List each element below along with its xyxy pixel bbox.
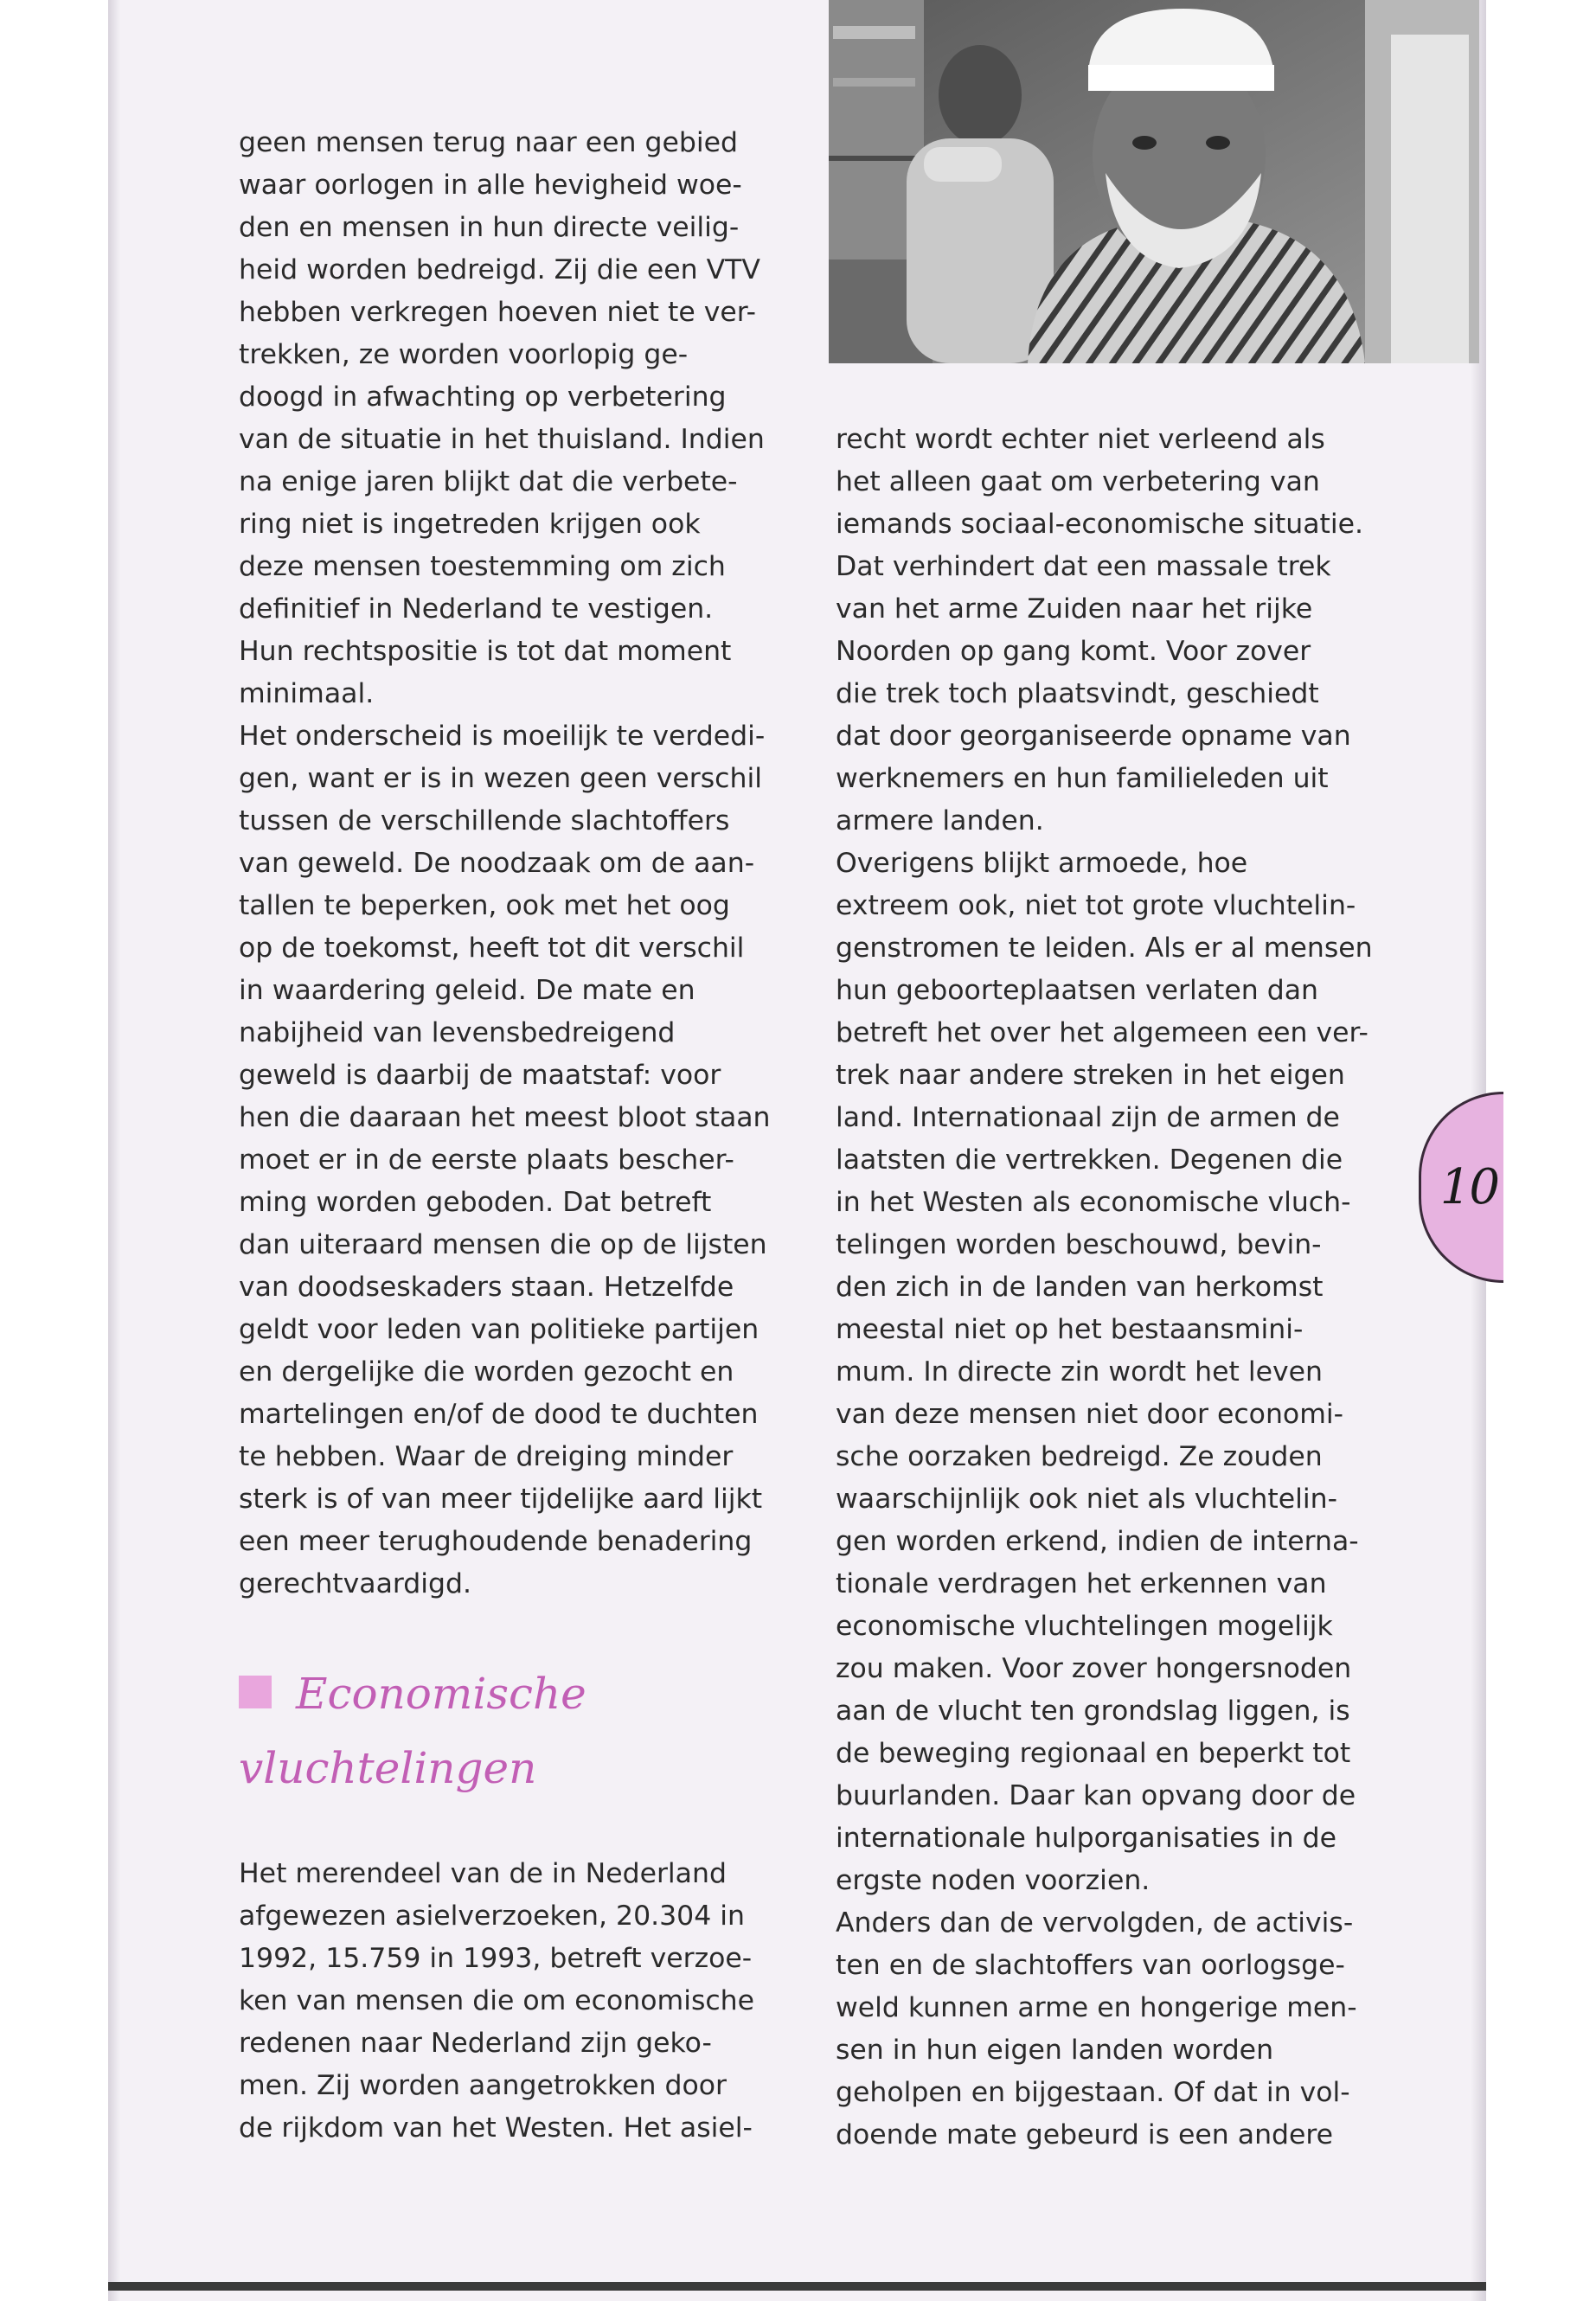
text-line: gen, want er is in wezen geen verschil xyxy=(239,763,762,794)
text-line: betreft het over het algemeen een ver- xyxy=(836,1017,1368,1048)
text-line: recht wordt echter niet verleend als xyxy=(836,424,1325,455)
text-line: Noorden op gang komt. Voor zover xyxy=(836,636,1311,667)
text-line: economische vluchtelingen mogelijk xyxy=(836,1611,1333,1642)
text-line: van geweld. De noodzaak om de aan- xyxy=(239,848,755,879)
heading-line-1: Economische xyxy=(296,1669,586,1719)
text-line: den zich in de landen van herkomst xyxy=(836,1272,1324,1303)
text-line: mum. In directe zin wordt het leven xyxy=(836,1356,1323,1388)
left-column-paragraph-3 xyxy=(239,1853,792,2150)
text-line: te hebben. Waar de dreiging minder xyxy=(239,1441,734,1472)
text-line: telingen worden beschouwd, bevin- xyxy=(836,1229,1322,1260)
text-line: geen mensen terug naar een gebied xyxy=(239,127,738,158)
text-line: afgewezen asielverzoeken, 20.304 in xyxy=(239,1900,745,1932)
text-line: weld kunnen arme en hongerige men- xyxy=(836,1992,1357,2023)
text-line: hen die daaraan het meest bloot staan xyxy=(239,1102,771,1133)
text-line: van doodseskaders staan. Hetzelfde xyxy=(239,1272,734,1303)
text-line: het alleen gaat om verbetering van xyxy=(836,466,1320,497)
text-line: en dergelijke die worden gezocht en xyxy=(239,1356,734,1388)
text-line: definitief in Nederland te vestigen. xyxy=(239,593,714,625)
text-line: land. Internationaal zijn de armen de xyxy=(836,1102,1340,1133)
text-line: meestal niet op het bestaansmini- xyxy=(836,1314,1304,1345)
text-line: tussen de verschillende slachtoffers xyxy=(239,805,730,836)
text-line: Anders dan de vervolgden, de activis- xyxy=(836,1907,1354,1939)
text-line: deze mensen toestemming om zich xyxy=(239,551,726,582)
text-line: tionale verdragen het erkennen van xyxy=(836,1568,1327,1599)
text-line: internationale hulporganisaties in de xyxy=(836,1823,1336,1854)
text-line: Dat verhindert dat een massale trek xyxy=(836,551,1331,582)
text-line: sterk is of van meer tijdelijke aard lijkt xyxy=(239,1484,763,1515)
text-line: ming worden geboden. Dat betreft xyxy=(239,1187,712,1218)
text-line: Het onderscheid is moeilijk te verdedi- xyxy=(239,721,766,752)
text-line: gen worden erkend, indien de interna- xyxy=(836,1526,1359,1557)
right-column-text xyxy=(836,419,1389,2157)
text-line: de beweging regionaal en beperkt tot xyxy=(836,1738,1351,1769)
scan-edge-left xyxy=(108,0,120,2301)
text-line: een meer terughoudende benadering xyxy=(239,1526,753,1557)
text-line: trek naar andere streken in het eigen xyxy=(836,1060,1345,1091)
text-line: op de toekomst, heeft tot dit verschil xyxy=(239,933,745,964)
text-line: 1992, 15.759 in 1993, betreft verzoe- xyxy=(239,1943,753,1974)
text-line: nabijheid van levensbedreigend xyxy=(239,1017,676,1048)
text-line: trekken, ze worden voorlopig ge- xyxy=(239,339,689,370)
text-line: aan de vlucht ten grondslag liggen, is xyxy=(836,1695,1350,1727)
section-heading-economische-vluchtelingen xyxy=(239,1657,792,1805)
text-line: na enige jaren blijkt dat die verbete- xyxy=(239,466,738,497)
text-line: hun geboorteplaatsen verlaten dan xyxy=(836,975,1318,1006)
text-line: sen in hun eigen landen worden xyxy=(836,2035,1274,2066)
text-line: minimaal. xyxy=(239,678,375,709)
heading-square-icon xyxy=(239,1676,272,1708)
text-line: gerechtvaardigd. xyxy=(239,1568,472,1599)
text-line: van de situatie in het thuisland. Indien xyxy=(239,424,765,455)
text-line: geweld is daarbij de maatstaf: voor xyxy=(239,1060,721,1091)
text-line: tallen te beperken, ook met het oog xyxy=(239,890,730,921)
text-line: Overigens blijkt armoede, hoe xyxy=(836,848,1248,879)
text-line: de rijkdom van het Westen. Het asiel- xyxy=(239,2112,753,2144)
bottom-scan-rule xyxy=(108,2282,1486,2291)
text-line: Het merendeel van de in Nederland xyxy=(239,1858,727,1889)
text-line: genstromen te leiden. Als er al mensen xyxy=(836,933,1373,964)
text-line: van deze mensen niet door economi- xyxy=(836,1399,1343,1430)
text-line: dat door georganiseerde opname van xyxy=(836,721,1351,752)
text-line: martelingen en/of de dood te duchten xyxy=(239,1399,759,1430)
text-line: in waardering geleid. De mate en xyxy=(239,975,695,1006)
photo-men-in-street xyxy=(829,0,1479,363)
text-line: dan uiteraard mensen die op de lijsten xyxy=(239,1229,767,1260)
text-line: extreem ook, niet tot grote vluchtelin- xyxy=(836,890,1356,921)
text-line: zou maken. Voor zover hongersnoden xyxy=(836,1653,1352,1684)
text-line: waarschijnlijk ook niet als vluchtelin- xyxy=(836,1484,1337,1515)
text-line: buurlanden. Daar kan opvang door de xyxy=(836,1780,1356,1811)
text-line: ten en de slachtoffers van oorlogsge- xyxy=(836,1950,1345,1981)
text-line: geholpen en bijgestaan. Of dat in vol- xyxy=(836,2077,1350,2108)
text-line: ken van mensen die om economische xyxy=(239,1985,755,2016)
text-line: armere landen. xyxy=(836,805,1044,836)
text-line: den en mensen in hun directe veilig- xyxy=(239,212,740,243)
text-line: van het arme Zuiden naar het rijke xyxy=(836,593,1313,625)
text-line: die trek toch plaatsvindt, geschiedt xyxy=(836,678,1319,709)
text-line: ring niet is ingetreden krijgen ook xyxy=(239,509,701,540)
text-line: moet er in de eerste plaats bescher- xyxy=(239,1144,734,1176)
heading-line-2: vluchtelingen xyxy=(239,1743,537,1793)
text-line: in het Westen als economische vluch- xyxy=(836,1187,1351,1218)
text-line: laatsten die vertrekken. Degenen die xyxy=(836,1144,1343,1176)
text-line: geldt voor leden van politieke partijen xyxy=(239,1314,760,1345)
text-line: heid worden bedreigd. Zij die een VTV xyxy=(239,254,760,285)
page-number: 10 xyxy=(1439,1159,1498,1215)
text-line: sche oorzaken bedreigd. Ze zouden xyxy=(836,1441,1323,1472)
text-line: doogd in afwachting op verbetering xyxy=(239,381,727,413)
text-line: werknemers en hun familieleden uit xyxy=(836,763,1329,794)
left-column-paragraph-1 xyxy=(239,122,792,1606)
text-line: redenen naar Nederland zijn geko- xyxy=(239,2028,712,2059)
text-line: men. Zij worden aangetrokken door xyxy=(239,2070,727,2101)
text-line: ergste noden voorzien. xyxy=(836,1865,1151,1896)
text-line: doende mate gebeurd is een andere xyxy=(836,2119,1334,2150)
text-line: hebben verkregen hoeven niet te ver- xyxy=(239,297,757,328)
text-line: waar oorlogen in alle hevigheid woe- xyxy=(239,170,742,201)
text-line: Hun rechtspositie is tot dat moment xyxy=(239,636,732,667)
text-line: iemands sociaal-economische situatie. xyxy=(836,509,1363,540)
